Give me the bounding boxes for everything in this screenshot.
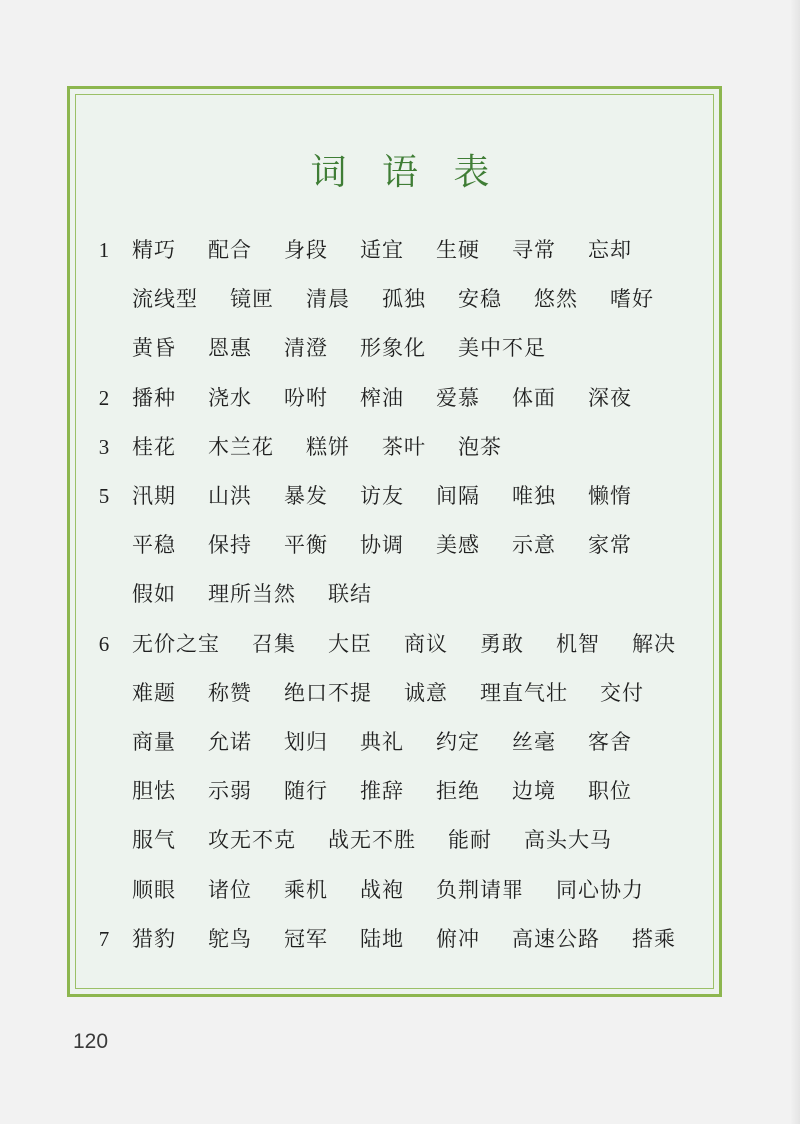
vocab-word: 拒绝 (436, 779, 480, 803)
vocab-word: 协调 (360, 533, 404, 557)
vocab-row (0, 669, 800, 717)
vocab-word: 形象化 (360, 336, 426, 360)
vocab-row (0, 570, 800, 618)
vocab-word: 称赞 (208, 681, 252, 705)
vocab-word: 诚意 (404, 681, 448, 705)
vocab-word: 解决 (632, 632, 676, 656)
vocab-word: 示意 (512, 533, 556, 557)
vocab-word: 生硬 (436, 238, 480, 262)
vocab-word: 机智 (556, 632, 600, 656)
vocab-word: 访友 (360, 484, 404, 508)
vocab-word: 糕饼 (306, 435, 350, 459)
lesson-number: 3 (98, 435, 110, 459)
vocab-word: 理所当然 (208, 582, 296, 606)
vocab-word: 陆地 (360, 927, 404, 951)
vocab-word: 绝口不提 (284, 681, 372, 705)
vocab-row (0, 915, 800, 963)
vocab-word: 服气 (132, 828, 176, 852)
vocab-row (0, 620, 800, 668)
lesson-number: 5 (98, 484, 110, 508)
vocab-word: 允诺 (208, 730, 252, 754)
lesson-number: 7 (98, 927, 110, 951)
vocab-row (0, 472, 800, 520)
vocab-word: 边境 (512, 779, 556, 803)
vocab-row (0, 275, 800, 323)
vocab-word: 精巧 (132, 238, 176, 262)
vocab-word: 示弱 (208, 779, 252, 803)
vocab-word: 忘却 (588, 238, 632, 262)
vocab-word: 清澄 (284, 336, 328, 360)
vocab-word: 典礼 (360, 730, 404, 754)
vocab-word: 唯独 (512, 484, 556, 508)
vocab-word: 配合 (208, 238, 252, 262)
vocab-word: 诸位 (208, 878, 252, 902)
vocab-word: 泡茶 (458, 435, 502, 459)
vocab-row (0, 866, 800, 914)
vocab-word: 平稳 (132, 533, 176, 557)
vocab-word: 商量 (132, 730, 176, 754)
vocab-word: 乘机 (284, 878, 328, 902)
vocab-word: 美感 (436, 533, 480, 557)
vocab-word: 桂花 (132, 435, 176, 459)
vocab-word: 孤独 (382, 287, 426, 311)
vocab-word: 高速公路 (512, 927, 600, 951)
vocab-word: 身段 (284, 238, 328, 262)
vocab-word: 联结 (328, 582, 372, 606)
vocab-word: 丝毫 (512, 730, 556, 754)
vocab-word: 勇敢 (480, 632, 524, 656)
vocab-word: 推辞 (360, 779, 404, 803)
vocab-word: 职位 (588, 779, 632, 803)
vocab-word: 清晨 (306, 287, 350, 311)
vocab-word: 黄昏 (132, 336, 176, 360)
vocab-word: 大臣 (328, 632, 372, 656)
vocab-row (0, 423, 800, 471)
vocab-word: 商议 (404, 632, 448, 656)
vocab-row (0, 767, 800, 815)
vocab-word: 嗜好 (610, 287, 654, 311)
vocab-word: 山洪 (208, 484, 252, 508)
vocab-word: 理直气壮 (480, 681, 568, 705)
vocab-word: 高头大马 (524, 828, 612, 852)
vocab-word: 爱慕 (436, 386, 480, 410)
vocab-word: 划归 (284, 730, 328, 754)
vocab-row (0, 226, 800, 274)
vocab-word: 适宜 (360, 238, 404, 262)
lesson-number: 1 (98, 238, 110, 262)
vocab-row (0, 521, 800, 569)
vocab-word: 恩惠 (208, 336, 252, 360)
vocab-word: 体面 (512, 386, 556, 410)
vocab-word: 约定 (436, 730, 480, 754)
vocab-word: 攻无不克 (208, 828, 296, 852)
vocab-word: 榨油 (360, 386, 404, 410)
vocab-word: 搭乘 (632, 927, 676, 951)
lesson-number: 6 (98, 632, 110, 656)
vocab-word: 冠军 (284, 927, 328, 951)
vocab-word: 间隔 (436, 484, 480, 508)
vocab-word: 吩咐 (284, 386, 328, 410)
vocab-word: 俯冲 (436, 927, 480, 951)
vocab-word: 美中不足 (458, 336, 546, 360)
vocab-row (0, 718, 800, 766)
vocab-word: 假如 (132, 582, 176, 606)
vocab-word: 木兰花 (208, 435, 274, 459)
vocab-word: 保持 (208, 533, 252, 557)
vocab-row (0, 324, 800, 372)
vocab-word: 战无不胜 (328, 828, 416, 852)
vocab-word: 战袍 (360, 878, 404, 902)
vocab-word: 难题 (132, 681, 176, 705)
vocab-word: 播种 (132, 386, 176, 410)
vocab-word: 浇水 (208, 386, 252, 410)
vocab-word: 召集 (252, 632, 296, 656)
vocab-word: 鸵鸟 (208, 927, 252, 951)
lesson-number: 2 (98, 386, 110, 410)
vocab-word: 家常 (588, 533, 632, 557)
vocab-word: 能耐 (448, 828, 492, 852)
vocab-word: 流线型 (132, 287, 198, 311)
vocab-word: 镜匣 (230, 287, 274, 311)
vocab-word: 负荆请罪 (436, 878, 524, 902)
vocab-word: 平衡 (284, 533, 328, 557)
vocab-word: 客舍 (588, 730, 632, 754)
vocab-word: 茶叶 (382, 435, 426, 459)
vocab-word: 安稳 (458, 287, 502, 311)
vocab-word: 懒惰 (588, 484, 632, 508)
vocab-row (0, 816, 800, 864)
vocab-word: 同心协力 (556, 878, 644, 902)
vocab-word: 胆怯 (132, 779, 176, 803)
vocab-word: 顺眼 (132, 878, 176, 902)
vocab-word: 无价之宝 (132, 632, 220, 656)
vocab-word: 悠然 (534, 287, 578, 311)
vocab-word: 暴发 (284, 484, 328, 508)
vocab-row (0, 374, 800, 422)
vocab-word: 深夜 (588, 386, 632, 410)
vocab-word: 汛期 (132, 484, 176, 508)
page-title: 词 语 表 (310, 152, 502, 193)
page-number: 120 (73, 1030, 109, 1053)
vocab-word: 猎豹 (132, 927, 176, 951)
vocab-word: 随行 (284, 779, 328, 803)
vocab-word: 寻常 (512, 238, 556, 262)
vocab-word: 交付 (600, 681, 644, 705)
